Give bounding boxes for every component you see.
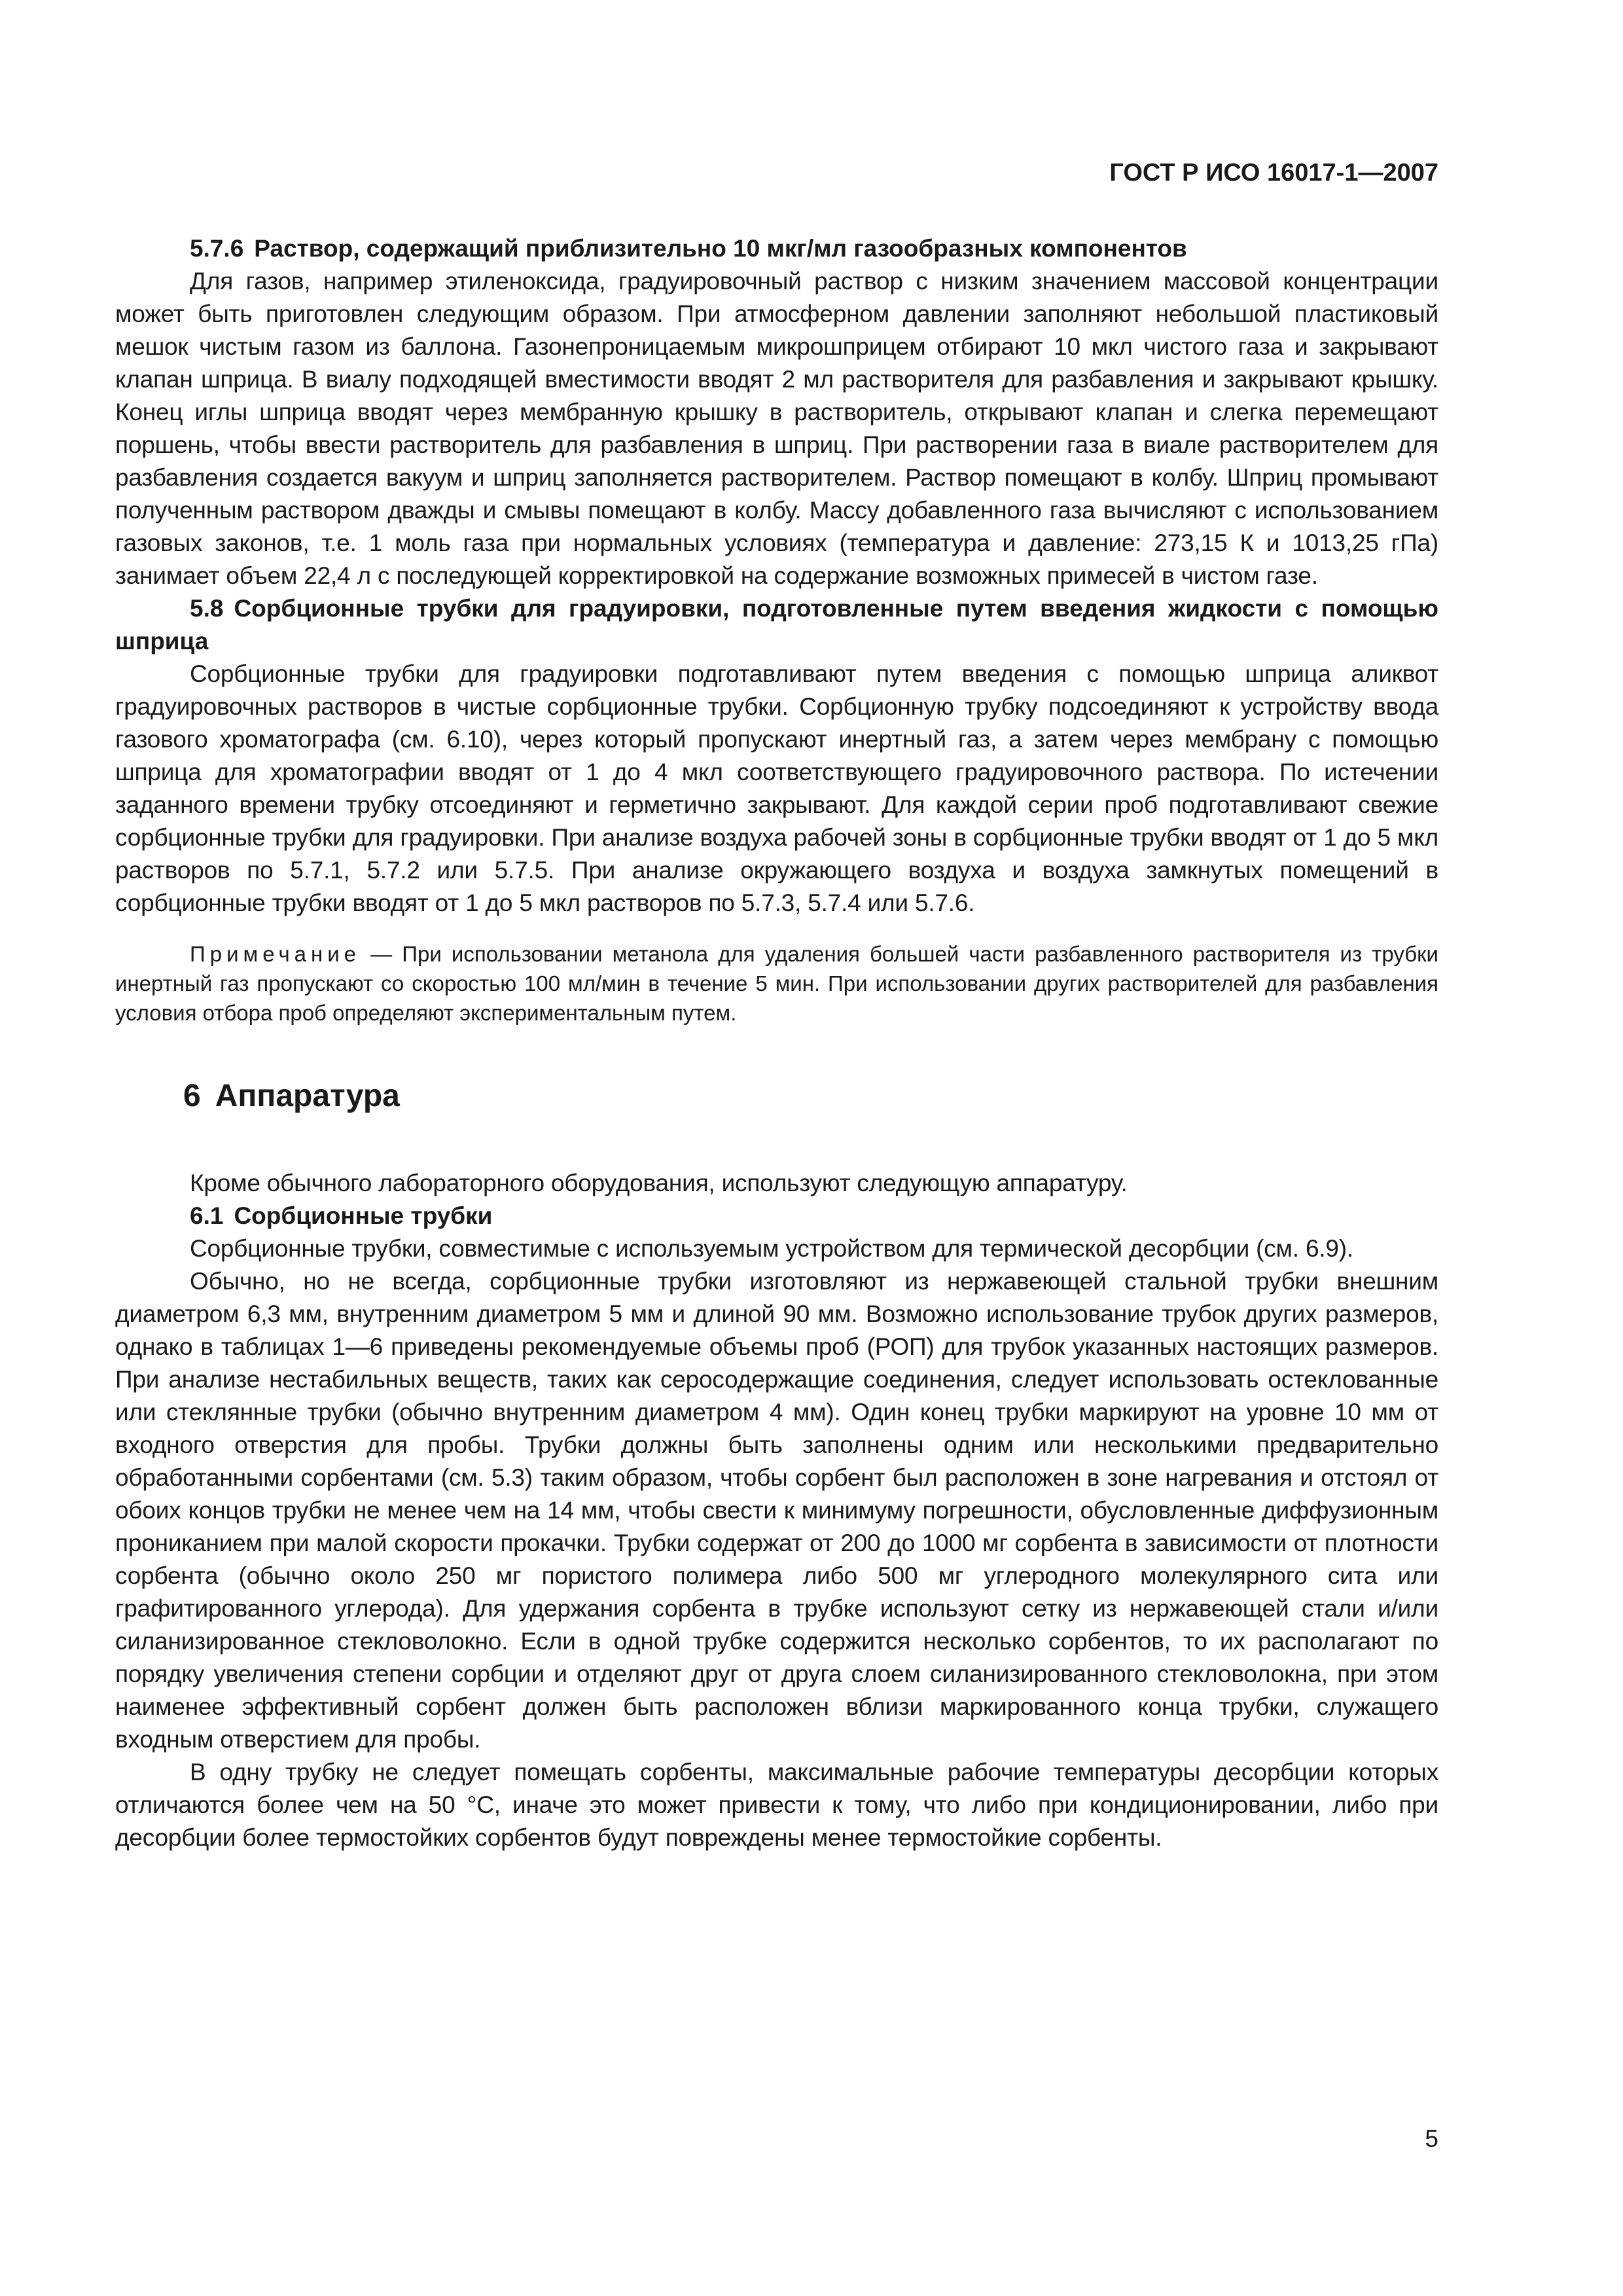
section-6-heading bbox=[115, 1077, 1438, 1116]
section-5-7-6-heading bbox=[115, 232, 1438, 265]
section-6-1-number: 6.1 bbox=[190, 1202, 224, 1229]
section-6-1-paragraph-1: Сорбционные трубки, совместимые с используемым устройством для термической десорбции (см. 6.9). bbox=[190, 1235, 1353, 1262]
section-6-number: 6 bbox=[183, 1079, 201, 1113]
section-5-8-note bbox=[115, 939, 1438, 1028]
note-text: — При использовании метанола для удаления большей части разбавленного растворителя из трубки инертный газ пропускают со скоростью 100 мл/мин в течение 5 мин. При использовании других растворителей для разбавления условия отбора проб определяют экспериментальным путем. bbox=[115, 942, 1438, 1025]
section-6-intro: Кроме обычного лабораторного оборудования, используют следующую аппаратуру. bbox=[190, 1170, 1128, 1196]
section-5-8-heading bbox=[115, 592, 1438, 658]
section-6-1-paragraph-3: В одну трубку не следует помещать сорбенты, максимальные рабочие температуры десорбции которых отличаются более чем на 50 °С, иначе это может привести к тому, что либо при кондиционировании, либо при десорбции более термостойких сорбентов будут повреждены менее термостойкие сорбенты. bbox=[115, 1759, 1438, 1851]
section-6-1-heading bbox=[115, 1200, 1438, 1232]
page-number: 5 bbox=[1425, 2125, 1438, 2152]
section-5-7-6-number: 5.7.6 bbox=[190, 235, 244, 262]
section-5-7-6-title: Раствор, содержащий приблизительно 10 мкг/мл газообразных компонентов bbox=[254, 235, 1187, 262]
section-5-8-title: Сорбционные трубки для градуировки, подготовленные путем введения жидкости с помощью шприца bbox=[115, 595, 1438, 655]
section-5-7-6-paragraph: Для газов, например этиленоксида, градуировочный раствор с низким значением массовой концентрации может быть приготовлен следующим образом. При атмосферном давлении заполняют небольшой пластиковый мешок чистым газом из баллона. Газонепроницаемым микрошприцем отбирают 10 мкл чистого газа и закрывают клапан шприца. В виалу подходящей вместимости вводят 2 мл растворителя для разбавления и закрывают крышку. Конец иглы шприца вводят через мембранную крышку в растворитель, открывают клапан и слегка перемещают поршень, чтобы ввести растворитель для разбавления в шприц. При растворении газа в виале растворителем для разбавления создается вакуум и шприц заполняется растворителем. Раствор помещают в колбу. Шприц промывают полученным раствором дважды и смывы помещают в колбу. Массу добавленного газа вычисляют с использованием газовых законов, т.е. 1 моль газа при нормальных условиях (температура и давление: 273,15 К и 1013,25 гПа) занимает объем 22,4 л с последующей корректировкой на содержание возможных примесей в чистом газе. bbox=[115, 268, 1438, 589]
section-6-title: Аппаратура bbox=[215, 1079, 400, 1113]
section-6-1-paragraph-2: Обычно, но не всегда, сорбционные трубки изготовляют из нержавеющей стальной трубки внешним диаметром 6,3 мм, внутренним диаметром 5 мм и длиной 90 мм. Возможно использование трубок других размеров, однако в таблицах 1—6 приведены рекомендуемые объемы проб (РОП) для трубок указанных настоящих размеров. При анализе нестабильных веществ, таких как серосодержащие соединения, следует использовать остеклованные или стеклянные трубки (обычно внутренним диаметром 4 мм). Один конец трубки маркируют на уровне 10 мм от входного отверстия для пробы. Трубки должны быть заполнены одним или несколькими предварительно обработанными сорбентами (см. 5.3) таким образом, чтобы сорбент был расположен в зоне нагревания и отстоял от обоих концов трубки не менее чем на 14 мм, чтобы свести к минимуму погрешности, обусловленные диффузионным прониканием при малой скорости прокачки. Трубки содержат от 200 до 1000 мг сорбента в зависимости от плотности сорбента (обычно около 250 мг пористого полимера либо 500 мг углеродного молекулярного сита или графитированного углерода). Для удержания сорбента в трубке используют сетку из нержавеющей стали и/или силанизированное стекловолокно. Если в одной трубке содержится несколько сорбентов, то их располагают по порядку увеличения степени сорбции и отделяют друг от друга слоем силанизированного стекловолокна, при этом наименее эффективный сорбент должен быть расположен вблизи маркированного конца трубки, служащего входным отверстием для пробы. bbox=[115, 1268, 1438, 1753]
document-id-header: ГОСТ Р ИСО 16017-1—2007 bbox=[1109, 159, 1438, 187]
page-body bbox=[115, 232, 1438, 1854]
section-5-8-number: 5.8 bbox=[190, 595, 224, 622]
section-6-1-title: Сорбционные трубки bbox=[234, 1202, 493, 1229]
note-label: Примечание bbox=[190, 942, 361, 966]
section-5-8-paragraph: Сорбционные трубки для градуировки подготавливают путем введения с помощью шприца аликвот градуировочных растворов в чистые сорбционные трубки. Сорбционную трубку подсоединяют к устройству ввода газового хроматографа (см. 6.10), через который пропускают инертный газ, а затем через мембрану с помощью шприца для хроматографии вводят от 1 до 4 мкл соответствующего градуировочного раствора. По истечении заданного времени трубку отсоединяют и герметично закрывают. Для каждой серии проб подготавливают свежие сорбционные трубки для градуировки. При анализе воздуха рабочей зоны в сорбционные трубки вводят от 1 до 5 мкл растворов по 5.7.1, 5.7.2 или 5.7.5. При анализе окружающего воздуха и воздуха замкнутых помещений в сорбционные трубки вводят от 1 до 5 мкл растворов по 5.7.3, 5.7.4 или 5.7.6. bbox=[115, 660, 1438, 916]
